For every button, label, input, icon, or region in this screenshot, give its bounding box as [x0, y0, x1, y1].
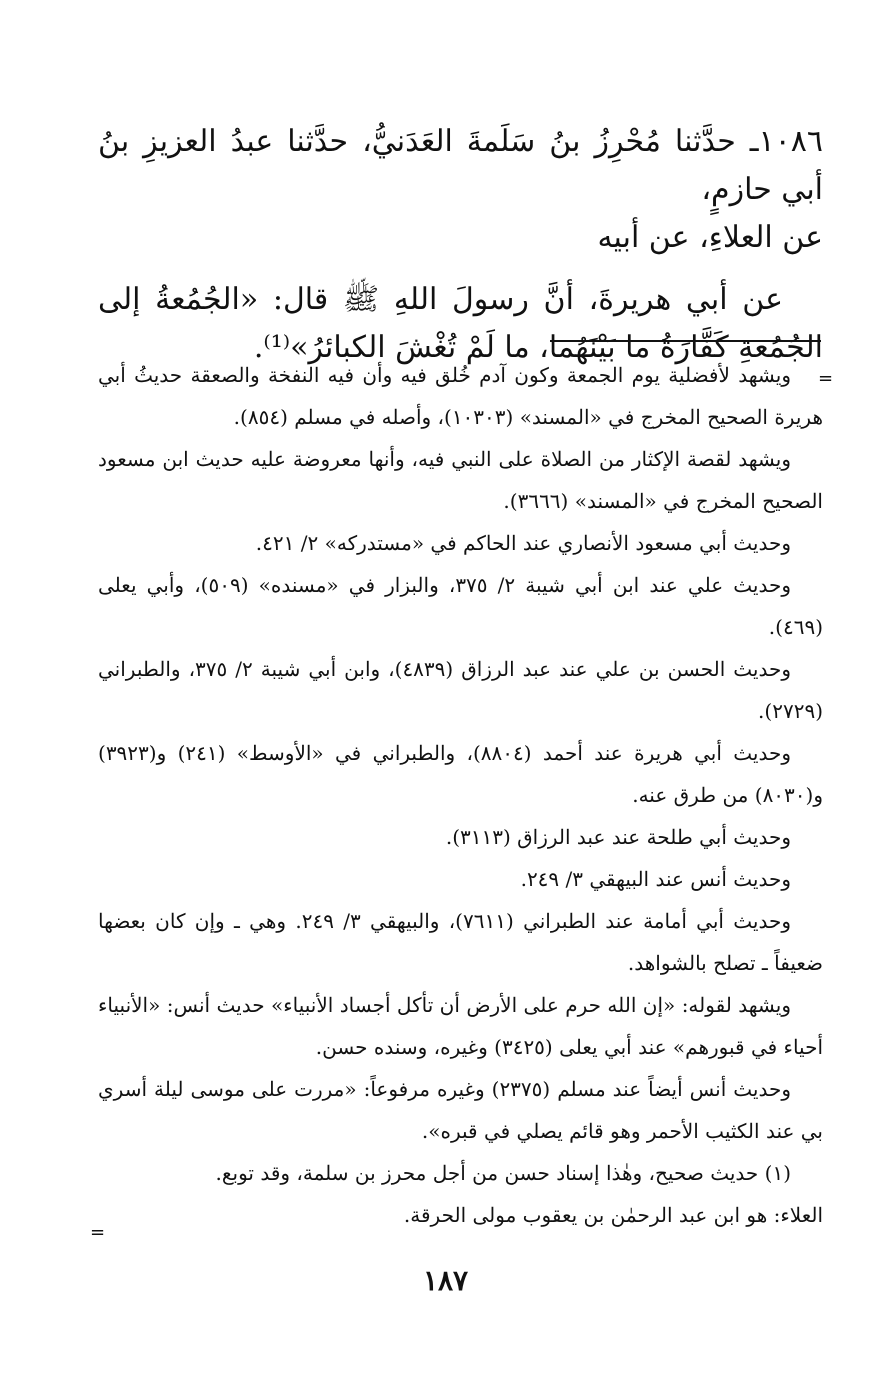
hadith-text: عن أبي هريرةَ، أنَّ رسولَ اللهِ ﷺ قال: «الجُمُعةُ إلى الجُمُعةِ كَفَّارَةُ ما بَيْنَهُما، ما لَمْ تُغْشَ الكبائرُ»⁽¹⁾.	[98, 282, 823, 365]
hadith-isnad	[98, 118, 823, 262]
footnote-paragraph: وحديث أبي طلحة عند عبد الرزاق (٣١١٣).	[445, 825, 791, 849]
footnote-paragraph: ويشهد لقصة الإكثار من الصلاة على النبي فيه، وأنها معروضة عليه حديث ابن مسعود الصحيح المخرج في «المسند» (٣٦٦٦).	[98, 447, 823, 513]
footnote-paragraph: وحديث علي عند ابن أبي شيبة ٢/ ٣٧٥، والبزار في «مسنده» (٥٠٩)، وأبي يعلى (٤٦٩).	[98, 573, 823, 639]
page-number: ١٨٧	[422, 1264, 469, 1297]
footnote-paragraph: (١) حديث صحيح، وهٰذا إسناد حسن من أجل محرز بن سلمة، وقد توبع.	[215, 1161, 791, 1185]
hadith-number-line: ١٠٨٦ـ حدَّثنا مُحْرِزُ بنُ سَلَمةَ العَدَنيُّ، حدَّثنا عبدُ العزيزِ بنُ أبي حازمٍ،	[98, 124, 823, 207]
footnote-paragraph: وحديث أبي مسعود الأنصاري عند الحاكم في «مستدركه» ٢/ ٤٢١.	[255, 531, 791, 555]
footnotes	[98, 354, 823, 1236]
footnote-paragraph: وحديث الحسن بن علي عند عبد الرزاق (٤٨٣٩)، وابن أبي شيبة ٢/ ٣٧٥، والطبراني (٢٧٢٩).	[98, 657, 823, 723]
footnote-last-line: العلاء: هو ابن عبد الرحمٰن بن يعقوب مولى الحرقة.	[403, 1203, 823, 1227]
footnote-paragraph: وحديث أنس عند البيهقي ٣/ ٢٤٩.	[520, 867, 791, 891]
footnote-paragraph: ويشهد لأفضلية يوم الجمعة وكون آدم خُلق فيه وأن فيه النفخة والصعقة حديثُ أبي هريرة الصحيح المخرج في «المسند» (١٠٣٠٣)، وأصله في مسلم (٨٥٤).	[98, 363, 823, 429]
footnote-paragraph: وحديث أنس أيضاً عند مسلم (٢٣٧٥) وغيره مرفوعاً: «مررت على موسى ليلة أسري بي عند الكثيب الأحمر وهو قائم يصلي في قبره».	[98, 1077, 823, 1143]
footnote-paragraph: ويشهد لقوله: «إن الله حرم على الأرض أن تأكل أجساد الأنبياء» حديث أنس: «الأنبياء أحياء في قبورهم» عند أبي يعلى (٣٤٢٥) وغيره، وسنده حسن.	[98, 993, 823, 1059]
end-continuation-mark: =	[90, 1222, 106, 1243]
footnote-paragraph: وحديث أبي أمامة عند الطبراني (٧٦١١)، والبيهقي ٣/ ٢٤٩. وهي ـ وإن كان بعضها ضعيفاً ـ تصلح بالشواهد.	[98, 909, 823, 975]
continuation-mark: =	[818, 368, 834, 389]
hadith-chain-line: عن العلاءِ، عن أبيه	[597, 220, 823, 255]
hadith-block	[98, 118, 823, 372]
footnote-paragraph: وحديث أبي هريرة عند أحمد (٨٨٠٤)، والطبراني في «الأوسط» (٢٤١) و(٣٩٢٣) و(٨٠٣٠) من طرق عنه.	[98, 741, 823, 807]
footnote-separator	[550, 340, 821, 342]
